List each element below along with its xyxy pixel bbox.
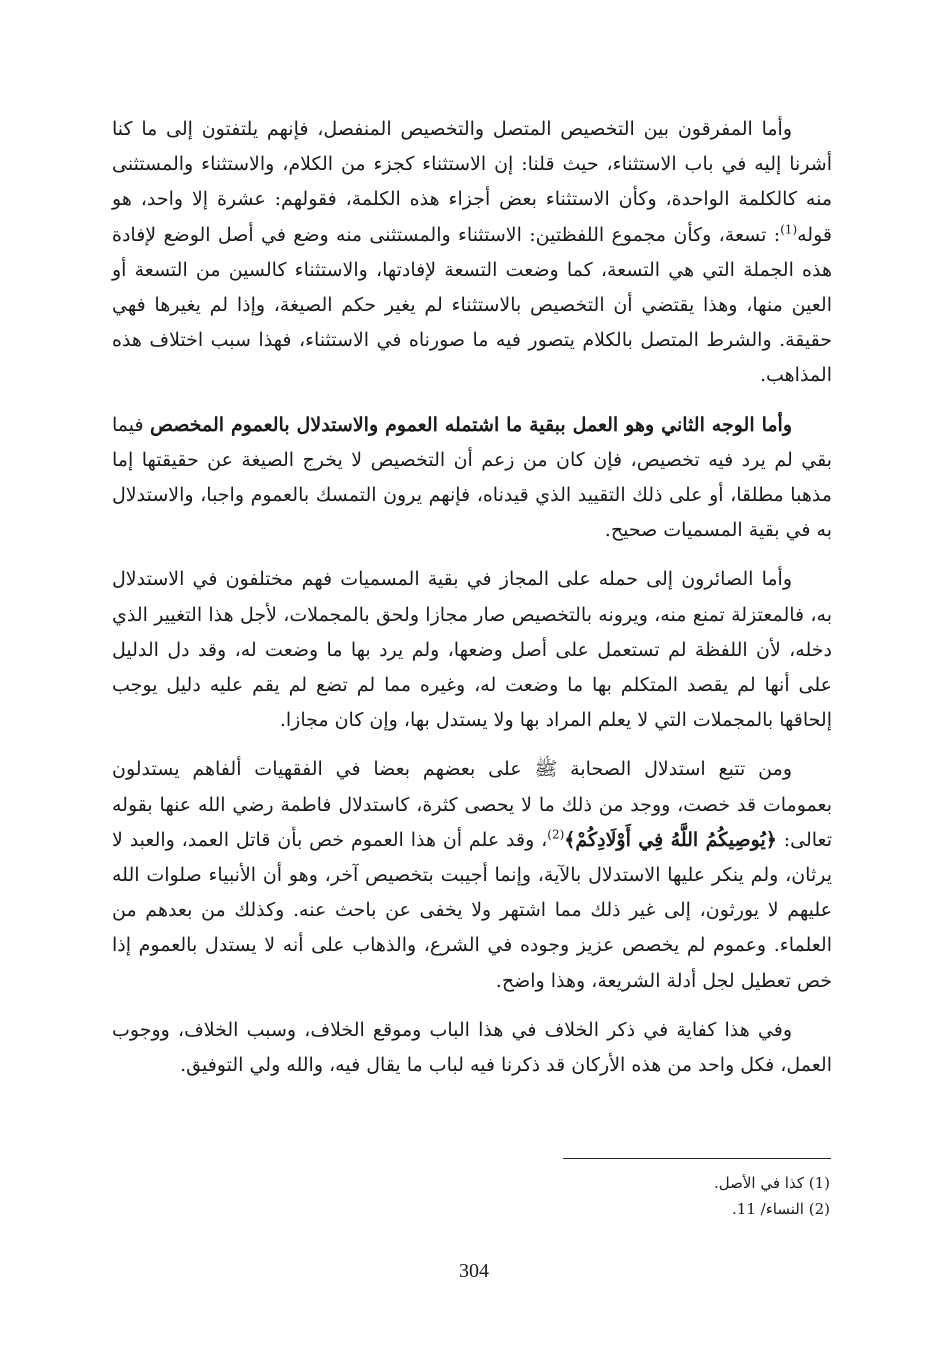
- paragraph-2: [112, 408, 832, 549]
- paragraph-3-text: وأما الصائرون إلى حمله على المجاز في بقية المسميات فهم مختلفون في الاستدلال به، فالمعتزلة تمنع منه، ويرونه بالتخصيص صار مجازا ولحق بالمجملات، لأجل هذا التغيير الذي دخله، لأن اللفظة لم تستعمل على أصل وضعها، ولم يرد بها ما وضعت له، وقد دل الدليل على أنها لم يقصد المتكلم بها ما وضعت له، وغيره مما لم تضع لم يقم عليه دليل يوجب إلحاقها بالمجملات التي لا يعلم المراد بها ولا يستدل بها، وإن كان مجازا.: [112, 568, 832, 732]
- paragraph-4-text-after: ، وقد علم أن هذا العموم خص بأن قاتل العمد، والعبد لا يرثان، ولم ينكر عليها الاستدلال بالآية، وإنما أجيبت بتخصيص آخر، وهو أن الأنبياء صلوات الله عليهم لا يورثون، إلى غير ذلك مما اشتهر ولا يخفى عن باحث عنه. وكذلك من بعدهم من العلماء. وعموم لم يخصص عزيز وجوده في الشرع، والذهاب على أنه لا يستدل بالعموم إذا خص تعطيل لجل أدلة الشريعة، وهذا واضح.: [112, 828, 832, 992]
- footnote-ref-2: (2): [547, 827, 565, 842]
- quran-verse: ﴿يُوصِيكُمُ اللَّهُ فِي أَوْلَادِكُمْ﴾: [564, 828, 777, 851]
- paragraph-3: [112, 562, 832, 738]
- paragraph-5: [112, 1013, 832, 1083]
- main-text: [112, 112, 832, 1097]
- page-number: 304: [459, 1260, 489, 1282]
- paragraph-5-text: وفي هذا كفاية في ذكر الخلاف في هذا الباب وموقع الخلاف، وسبب الخلاف، ووجوب العمل، فكل واحد من هذه الأركان قد ذكرنا فيه لباب ما يقال فيه، والله ولي التوفيق.: [112, 1018, 832, 1077]
- footnote-1: (1) كذا في الأصل.: [713, 1174, 830, 1192]
- paragraph-1-text: وأما المفرقون بين التخصيص المتصل والتخصيص المنفصل، فإنهم يلتفتون إلى ما كنا أشرنا إليه في باب الاستثناء، حيث قلنا: إن الاستثناء كجزء من الكلام، والاستثناء والمستثنى منه كالكلمة الواحدة، وكأن الاستثناء بعض أجزاء هذه الكلمة، فقولهم: عشرة إلا واحد، هو قوله: [112, 118, 832, 246]
- footnotes: [500, 1170, 830, 1222]
- footnote-ref-1: (1): [780, 222, 798, 237]
- footnote-divider: [563, 1158, 831, 1159]
- paragraph-4-text: ومن تتبع استدلال الصحابة ﷺ على بعضهم بعضا في الفقهيات ألفاهم يستدلون بعمومات قد خصت، ووجد من ذلك ما لا يحصى كثرة، كاستدلال فاطمة رضي الله عنها بقوله تعالى:: [112, 758, 833, 851]
- footnote-2: (2) النساء/ 11.: [732, 1200, 830, 1218]
- paragraph-4: [112, 752, 832, 998]
- paragraph-1-text-after: : تسعة، وكأن مجموع اللفظتين: الاستثناء والمستثنى منه وضع في أصل الوضع لإفادة هذه الجملة التي هي التسعة، كما وضعت التسعة لإفادتها، والاستثناء كالسين من التسعة أو العين منها، وهذا يقتضي أن التخصيص بالاستثناء لم يغير حكم الصيغة، وإذا لم يغيرها فهي حقيقة. والشرط المتصل بالكلام يتصور فيه ما صورناه في الاستثناء، فهذا سبب اختلاف هذه المذاهب.: [112, 223, 832, 387]
- paragraph-2-lead: وأما الوجه الثاني وهو العمل ببقية ما اشتمله العموم والاستدلال بالعموم المخصص: [149, 413, 792, 436]
- paragraph-2-text: فيما بقي لم يرد فيه تخصيص، فإن كان من زعم أن التخصيص لا يخرج الصيغة عن حقيقتها إما مذهبا مطلقا، أو على ذلك التقييد الذي قيدناه، فإنهم يرون التمسك بالعموم واجبا، والاستدلال به في بقية المسميات صحيح.: [112, 413, 832, 542]
- paragraph-1: [112, 112, 832, 394]
